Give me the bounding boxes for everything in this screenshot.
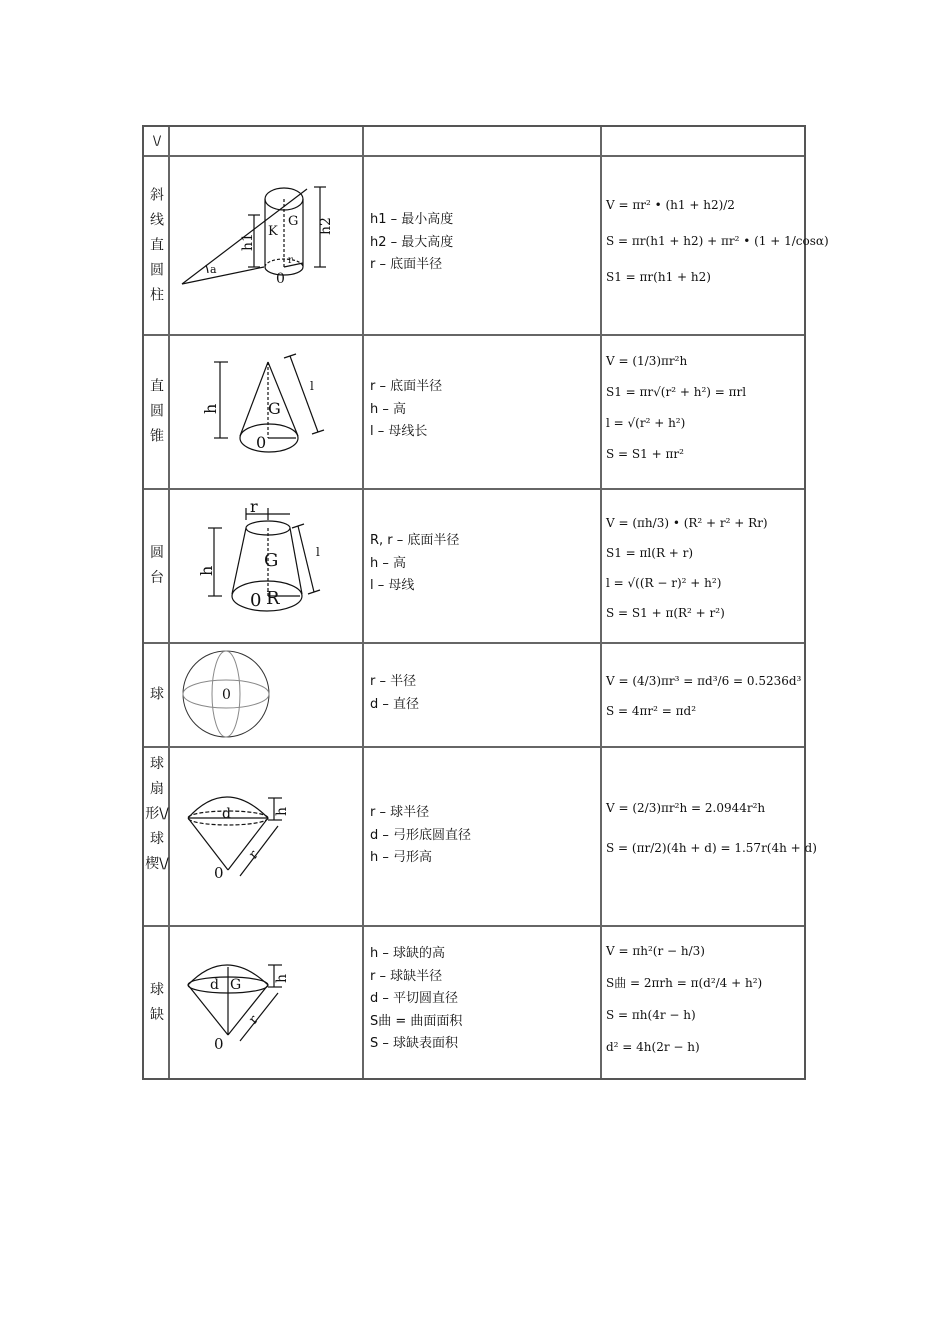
shape-name: 球: [150, 686, 164, 703]
shape-name-cell: [144, 490, 170, 642]
diagram-cell: [170, 644, 364, 746]
variables-cell: [364, 157, 602, 334]
formula: V = (πh/3) • (R² + r² + Rr): [606, 516, 768, 530]
variables-cell: [364, 748, 602, 925]
shape-name-cell: [144, 336, 170, 488]
figure-label: h2: [318, 217, 334, 235]
figure-label: 0: [276, 271, 285, 287]
formula: V = πh²(r − h/3): [606, 944, 705, 958]
shape-name-cell: [144, 748, 170, 925]
table-row: [144, 748, 817, 927]
formula: V = (2/3)πr²h = 2.0944r²h: [606, 801, 766, 815]
figure-label: d: [210, 977, 219, 993]
table-row: [144, 927, 804, 1078]
variable-definition: r – 底面半径: [370, 257, 443, 272]
formula: S = πh(4r − h): [606, 1008, 696, 1022]
figure-label: G: [230, 977, 242, 993]
formula: d² = 4h(2r − h): [606, 1040, 700, 1054]
formula: V = πr² • (h1 + h2)/2: [606, 198, 735, 212]
variable-definition: h – 弓形高: [370, 850, 433, 865]
variables-cell: [364, 927, 602, 1078]
oblique-cylinder-diagram: [170, 157, 364, 334]
diagram-cell: [170, 748, 364, 925]
figure-label: 0: [222, 687, 231, 703]
figure-label: h: [197, 565, 216, 576]
variable-definition: d – 平切圆直径: [370, 991, 459, 1006]
formula: S = (πr/2)(4h + d) = 1.57r(4h + d): [606, 841, 817, 855]
formula-cell: [602, 927, 804, 1078]
shape-name: 球扇形\/球楔\/: [145, 756, 169, 872]
variable-definition: r – 球缺半径: [370, 968, 443, 984]
formula-cell: [602, 336, 804, 488]
figure-label: h: [201, 403, 220, 414]
formula-cell: [602, 748, 817, 925]
formula: l = √((R − r)² + h²): [606, 576, 722, 590]
shape-name-cell: [144, 157, 170, 334]
formula: S1 = πr(h1 + h2): [606, 270, 711, 284]
header-cell-3: [364, 127, 602, 155]
formula: V = (1/3)πr²h: [606, 354, 688, 368]
shape-name: 斜线直圆柱: [150, 187, 164, 303]
table-row: [144, 644, 804, 748]
figure-label: 0: [214, 1035, 224, 1053]
figure-label: R: [266, 588, 280, 609]
shape-name: 球缺: [150, 981, 164, 1023]
header-cell-1: [144, 127, 170, 155]
variable-definition: d – 弓形底圆直径: [370, 827, 472, 843]
formula-cell: [602, 157, 829, 334]
figure-label: d: [222, 806, 231, 822]
variable-definition: S曲 = 曲面面积: [370, 1013, 463, 1029]
sphere-diagram: [170, 644, 364, 746]
shape-name-cell: [144, 927, 170, 1078]
figure-label: l: [310, 379, 314, 393]
variable-definition: h1 – 最小高度: [370, 212, 454, 227]
formula: S = S1 + π(R² + r²): [606, 606, 725, 620]
formula: S = S1 + πr²: [606, 447, 684, 461]
variables-cell: [364, 336, 602, 488]
shape-name-cell: [144, 644, 170, 746]
shape-name: 直圆锥: [150, 378, 164, 445]
figure-label: 0: [250, 590, 262, 611]
figure-label: h: [274, 806, 290, 816]
variables-cell: [364, 490, 602, 642]
formula: S = πr(h1 + h2) + πr² • (1 + 1/cosα): [606, 234, 829, 248]
header-cell-4: [602, 127, 804, 155]
figure-label: r: [250, 497, 258, 516]
table-row: [144, 490, 804, 644]
formula: S曲 = 2πrh = π(d²/4 + h²): [606, 976, 763, 990]
geometry-formula-table: [142, 125, 829, 1080]
frustum-diagram: [170, 490, 364, 642]
figure-label: a: [210, 263, 217, 276]
variable-definition: d – 直径: [370, 696, 420, 712]
variables-cell: [364, 644, 602, 746]
spherical-segment-diagram: [170, 927, 364, 1078]
figure-label: r: [246, 847, 262, 863]
header-row: [144, 127, 804, 157]
header-label: \/: [152, 133, 162, 148]
formula: S = 4πr² = πd²: [606, 704, 697, 718]
variable-definition: l – 母线长: [370, 424, 428, 439]
formula-cell: [602, 490, 804, 642]
figure-label: K: [268, 224, 278, 239]
figure-label: G: [264, 550, 279, 571]
figure-label: r: [246, 1012, 262, 1028]
spherical-sector-diagram: [170, 748, 364, 925]
header-cell-2: [170, 127, 364, 155]
figure-label: G: [288, 214, 299, 229]
variable-definition: r – 球半径: [370, 805, 430, 820]
variable-definition: r – 底面半径: [370, 379, 443, 394]
formula: l = √(r² + h²): [606, 416, 686, 430]
variable-definition: l – 母线: [370, 578, 415, 593]
figure-label: l: [316, 545, 320, 559]
diagram-cell: [170, 927, 364, 1078]
variable-definition: h2 – 最大高度: [370, 234, 454, 250]
variable-definition: S – 球缺表面积: [370, 1036, 459, 1051]
formula-cell: [602, 644, 804, 746]
variable-definition: r – 半径: [370, 674, 417, 689]
variable-definition: h – 球缺的高: [370, 946, 446, 961]
figure-label: 0: [214, 864, 224, 882]
figure-label: 0: [256, 433, 267, 452]
variable-definition: h – 高: [370, 401, 407, 417]
figure-label: G: [268, 399, 281, 418]
formula: V = (4/3)πr³ = πd³/6 = 0.5236d³: [606, 674, 802, 688]
diagram-cell: [170, 336, 364, 488]
variable-definition: h – 高: [370, 555, 407, 571]
shape-name: 圆台: [150, 545, 164, 586]
cone-diagram: [170, 336, 364, 488]
formula: S1 = πl(R + r): [606, 546, 694, 560]
formula: S1 = πr√(r² + h²) = πrl: [606, 385, 747, 399]
figure-label: r: [288, 255, 293, 266]
figure-label: h1: [240, 233, 256, 251]
diagram-cell: [170, 490, 364, 642]
diagram-cell: [170, 157, 364, 334]
table-row: [144, 336, 804, 490]
figure-label: h: [274, 973, 290, 983]
table-row: [144, 157, 829, 336]
variable-definition: R, r – 底面半径: [370, 533, 460, 548]
